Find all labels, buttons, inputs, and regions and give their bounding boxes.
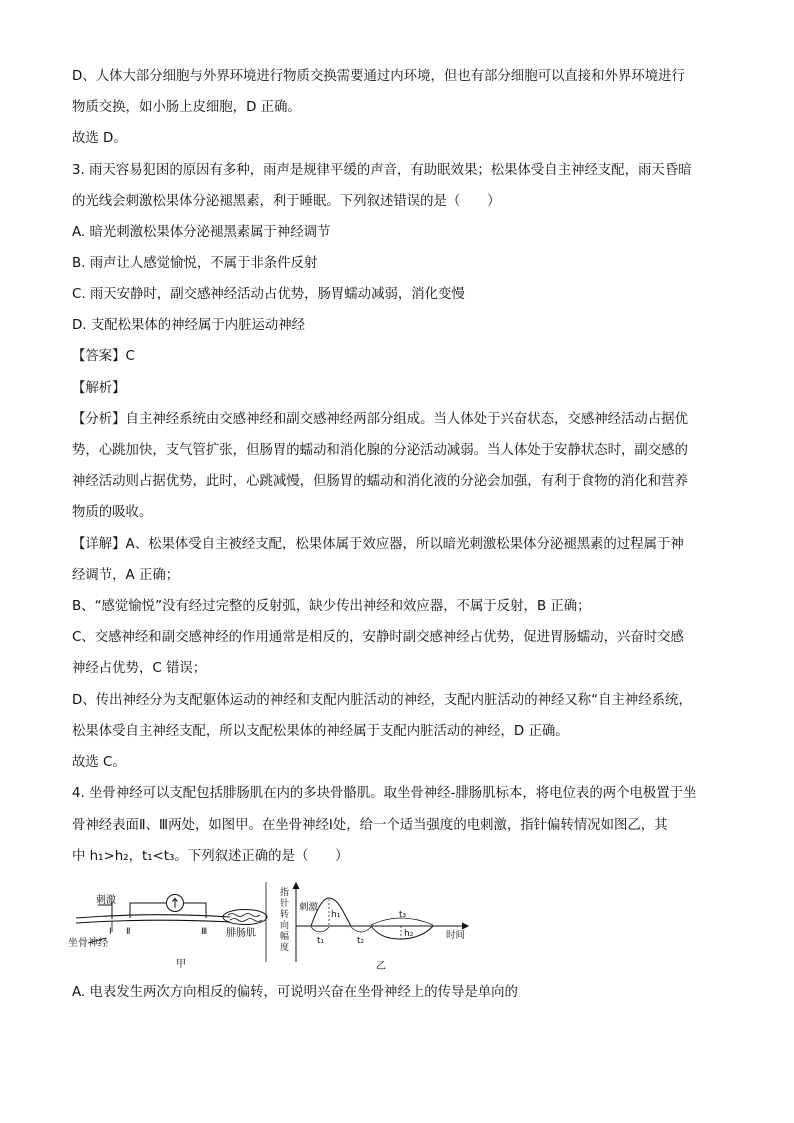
figure-caption-yi: 乙 xyxy=(376,961,386,972)
y-axis-char: 针 xyxy=(280,899,290,909)
detail-text: D、传出神经分为支配躯体运动的神经和支配内脏活动的神经，支配内脏活动的神经又称“自主神经系统， xyxy=(72,693,692,708)
question-3-stem: 3. 雨天容易犯困的原因有多种，雨声是规律平缓的声音，有助眠效果；松果体受自主神经支配，雨天昏暗 xyxy=(72,163,692,178)
wave-negative xyxy=(371,926,433,939)
analysis-text: 物质的吸收。 xyxy=(72,505,153,520)
stimulus-label: 刺激 xyxy=(96,895,116,906)
detail-text: 松果体受自主神经支配，所以支配松果体的神经属于支配内脏活动的神经，D 正确。 xyxy=(72,724,569,739)
question-4-stem: 骨神经表面Ⅱ、Ⅲ两处，如图甲。在坐骨神经Ⅰ处，给一个适当强度的电刺激，指针偏转情况如图乙，其 xyxy=(72,818,668,833)
t2-label: t₂ xyxy=(357,936,365,946)
answer-label: 【答案】C xyxy=(72,349,135,364)
t1-label: t₁ xyxy=(317,936,325,946)
figure-yi xyxy=(266,882,468,962)
y-axis-char: 幅 xyxy=(280,932,290,942)
site-label-1: Ⅰ xyxy=(109,927,112,937)
text-line: D、人体大部分细胞与外界环境进行物质交换需要通过内环境，但也有部分细胞可以直接和外界环境进行 xyxy=(72,69,685,84)
galvanometer xyxy=(167,895,184,912)
detail-text: B、“感觉愉悦”没有经过完整的反射弧，缺少传出神经和效应器，不属于反射，B 正确； xyxy=(72,599,591,614)
y-axis-label xyxy=(280,886,289,953)
meter-wire xyxy=(130,903,166,918)
option-c: C. 雨天安静时，副交感神经活动占优势，肠胃蠕动减弱，消化变慢 xyxy=(72,287,465,302)
site-label-2: Ⅱ xyxy=(126,927,131,937)
option-b: B. 雨声让人感觉愉悦，不属于非条件反射 xyxy=(72,256,318,271)
analysis-label: 【解析】 xyxy=(72,381,126,396)
detail-text: C、交感神经和副交感神经的作用通常是相反的，安静时副交感神经占优势，促进胃肠蠕动，兴奋时交感 xyxy=(72,630,684,645)
h2-label: h₂ xyxy=(404,929,414,939)
analysis-text: 【分析】自主神经系统由交感神经和副交感神经两部分组成。当人体处于兴奋状态，交感神经活动占据优 xyxy=(72,412,688,427)
text-line: 故选 D。 xyxy=(72,131,127,146)
y-axis-char: 度 xyxy=(280,943,290,953)
y-axis-char: 转 xyxy=(280,910,290,920)
x-axis-label: 时间 xyxy=(446,930,466,941)
choose-text: 故选 C。 xyxy=(72,755,126,770)
detail-text: 神经占优势，C 错误； xyxy=(72,661,207,676)
h1-label: h₁ xyxy=(331,910,341,920)
figure-caption-jia: 甲 xyxy=(176,959,186,970)
option-d: D. 支配松果体的神经属于内脏运动神经 xyxy=(72,318,306,333)
analysis-text: 势，心跳加快，支气管扩张，但肠胃的蠕动和消化腺的分泌活动减弱。当人体处于安静状态时，副交感的 xyxy=(72,443,688,458)
text-line: 物质交换，如小肠上皮细胞，D 正确。 xyxy=(72,100,301,115)
analysis-text: 神经活动则占据优势，此时，心跳减慢，但肠胃的蠕动和消化液的分泌会加强，有利于食物的消化和营养 xyxy=(72,474,688,489)
sciatic-nerve xyxy=(76,915,230,918)
site-label-3: Ⅲ xyxy=(201,927,208,937)
nerve-label: 坐骨神经 xyxy=(68,938,108,949)
question-4-stem: 中 h₁>h₂，t₁<t₃。下列叙述正确的是（ ） xyxy=(72,849,349,864)
question-3-stem: 的光线会刺激松果体分泌褪黑素，利于睡眠。下列叙述错误的是（ ） xyxy=(72,194,501,209)
y-axis-char: 向 xyxy=(280,921,290,931)
y-axis-char: 指 xyxy=(280,888,290,898)
sciatic-nerve xyxy=(76,920,230,923)
detail-text: 经调节，A 正确； xyxy=(72,568,180,583)
detail-text: 【详解】A、松果体受自主被经支配，松果体属于效应器，所以暗光刺激松果体分泌褪黑素的过程属于神 xyxy=(72,537,684,552)
option-a: A. 暗光刺激松果体分泌褪黑素属于神经调节 xyxy=(72,225,331,240)
gastrocnemius-muscle xyxy=(223,910,267,925)
question-4-stem: 4. 坐骨神经可以支配包括腓肠肌在内的多块骨骼肌。取坐骨神经-腓肠肌标本，将电位表的两个电极置于坐 xyxy=(72,786,697,801)
figure-jia xyxy=(76,895,267,944)
wave-positive xyxy=(311,898,351,926)
t3-label: t₃ xyxy=(399,910,407,920)
question-4-option-a: A. 电表发生两次方向相反的偏转，可说明兴奋在坐骨神经上的传导是单向的 xyxy=(72,985,518,1000)
muscle-label: 腓肠肌 xyxy=(226,928,256,939)
stimulus-label: 刺激 xyxy=(299,902,319,913)
meter-wire xyxy=(184,903,206,918)
